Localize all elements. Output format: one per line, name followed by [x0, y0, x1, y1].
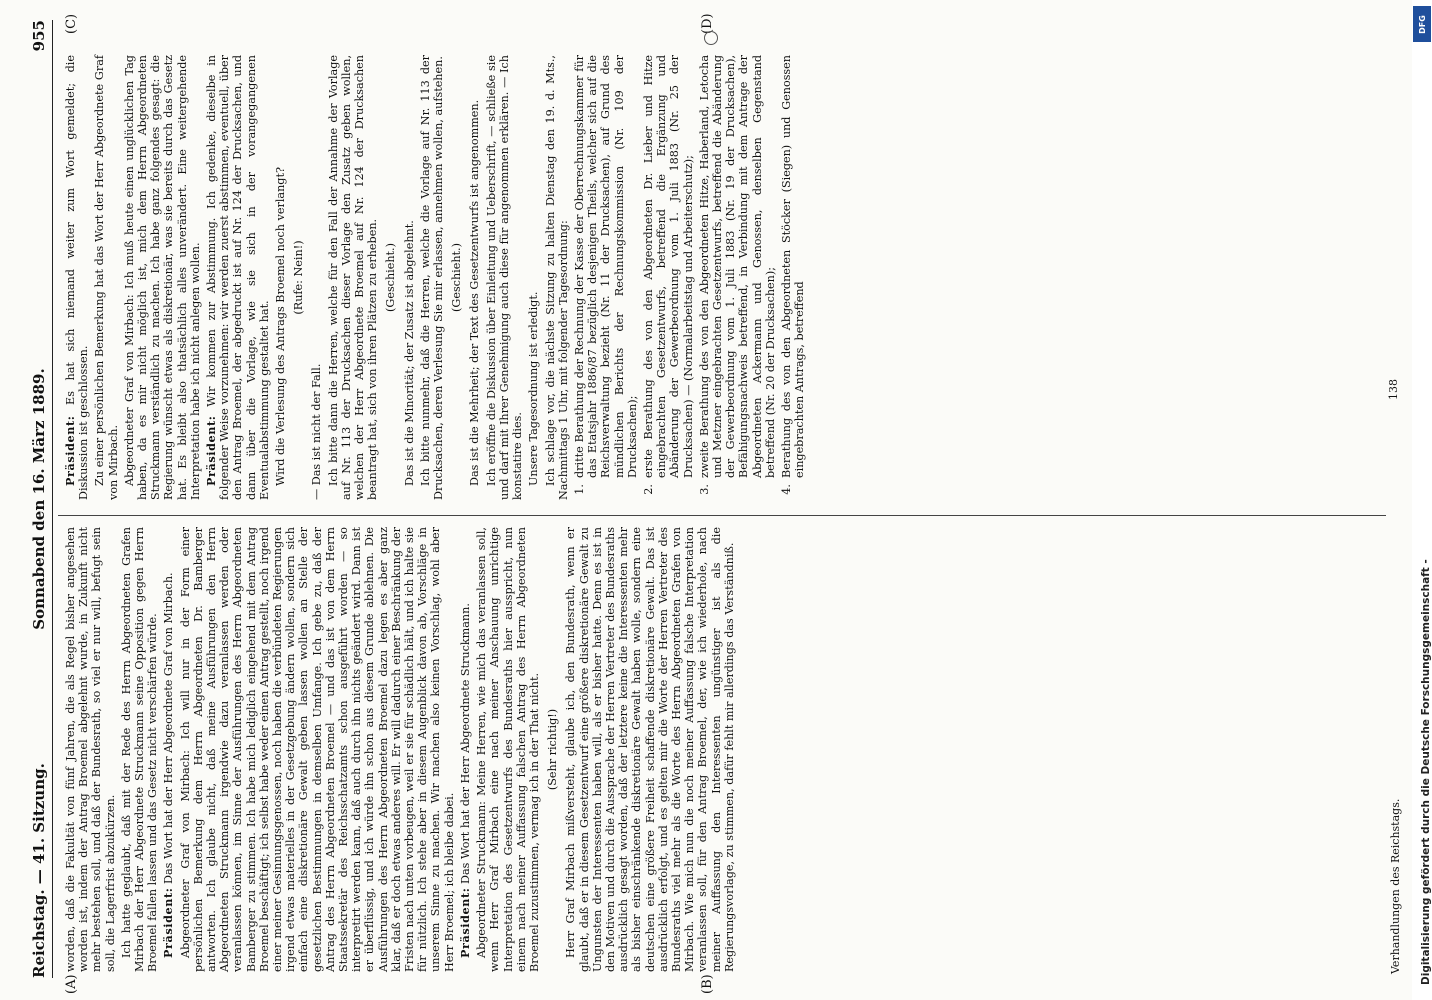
speech-text: Meine Herren, wie mich das veranlassen soll, wenn Herr Graf Mirbach eine nach meiner Anschauung unrichtige Interpretation des Gesetzentwurfs des Bundesraths hier ausspricht, nun einem nach meiner Auffassung falschen Antrag des Herrn Abgeordneten Broemel zuzustimmen, vermag ich in der That nicht.: [475, 527, 541, 972]
speaker-label: Abgeordneter Graf von Mirbach:: [178, 750, 192, 958]
page-number: 955: [30, 20, 48, 52]
paragraph: Ich hatte geglaubt, daß mit der Rede des Herrn Abgeordneten Grafen Mirbach der Herr Abgeordnete Struckmann seine Opposition gegen Herrn Broemel fallen lassen und das Gesetz nicht verschärfen würde.: [119, 527, 160, 972]
margin-marker-b: (B): [700, 974, 715, 994]
paragraph: Wird die Verlesung des Antrags Broemel noch verlangt?: [274, 167, 288, 486]
paragraph: [205, 55, 271, 500]
speaker-label: Präsident:: [161, 887, 176, 958]
reaction: (Geschieht.): [450, 243, 464, 312]
speaker-label: Präsident:: [204, 415, 219, 486]
paragraph: Unsere Tagesordnung ist erledigt.: [527, 291, 541, 486]
page-footer: Verhandlungen des Reichstags.: [1389, 798, 1402, 974]
agenda-item-text: zweite Berathung des von den Abgeordneten Hitze, Haberland, Letocha und Metzner eingebrachten Gesetzentwurfs, betreffend die Abänderung der Gewerbeordnung vom 1. Juli 1883 (Nr. 19 der Drucksachen), Befähigungsnachweis betreffend, in Verbindung mit dem Antrage der Abgeordneten Ackermann und Genossen, denselben Gegenstand betreffend (Nr. 20 der Drucksachen);: [697, 55, 777, 478]
agenda-item: [698, 55, 777, 500]
speech-text: Es hat sich niemand weiter zum Wort gemeldet; die Diskussion ist geschlossen.: [64, 55, 91, 500]
speaker-label: Präsident:: [457, 887, 472, 958]
speech-text: Das Wort hat der Herr Abgeordnete Graf von Mirbach.: [162, 572, 176, 884]
paragraph: Zu einer persönlichen Bemerkung hat das Wort der Herr Abgeordnete Graf von Mirbach.: [93, 55, 120, 500]
header-center: Sonnabend den 16. März 1889.: [30, 368, 48, 630]
paragraph: Ich eröffne die Diskussion über Einleitung und Ueberschrift, — schließe sie und darf mit Ihrer Genehmigung auch diese für angenommen erklären. — Ich konstatire dies.: [484, 55, 525, 500]
agenda-item-text: dritte Berathung der Rechnung der Kasse der Oberrechnungskammer für das Etatsjahr 1886/87 bezüglich desjenigen Theils, welcher sich auf die Reichsverwaltung bezieht (Nr. 11 der Drucksachen), auf Grund des mündlichen Berichts der Rechnungskommission (Nr. 109 der Drucksachen);: [572, 55, 639, 478]
agenda-item: [780, 55, 806, 500]
paragraph: [459, 527, 472, 972]
column-divider: [58, 515, 1386, 516]
speech-text: Ich will nur in der Form einer persönlichen Bemerkung dem Herrn Abgeordneten Dr. Bamberger antworten. Ich glaube nicht, daß meine Ausführungen den Herrn Abgeordneten Struckmann irgendwie dazu veranlassen werden oder veranlassen können, im Sinne der Ausführungen des Herrn Abgeordneten Bamberger zu stimmen. Ich habe mich lediglich eingehend mit dem Antrag Broemel beschäftigt; ich selbst habe weder einen Antrag gestellt, noch irgend einer meiner Gesinnungsgenossen, noch haben die verbündeten Regierungen irgend etwas materielles in der Gesetzgebung ändern wollen, sondern sich einfach eine diskretionäre Gewalt geben lassen wollen an Stelle der gesetzlichen Bestimmungen in demselben Umfange. Ich gebe zu, daß der Antrag des Herrn Abgeordneten Broemel — und das ist von dem Herrn Staatssekretär des Reichsschatzamts schon ausgeführt worden — so interpretirt werden kann, daß auch durch ihn nichts geändert wird. Dann ist er überflüssig, und ich würde ihn schon aus diesem Grunde ablehnen. Die Ausführungen des Herrn Abgeordneten Broemel dazu legen es aber ganz klar, daß er doch etwas anderes will. Er will dadurch einer Beschränkung der Fristen nach unten vorbeugen, weil er sie für schädlich hält, und ich halte sie für nützlich. Ich stehe aber in diesem Augenblick davon ab, Vorschläge in unserem Sinne zu machen. Wir machen also keinen Vorschlag, wohl aber Herr Broemel; ich bleibe dabei.: [178, 527, 456, 972]
header-left: Reichstag. — 41. Sitzung.: [30, 763, 48, 978]
paragraph: [475, 527, 541, 972]
agenda-item-text: Berathung des von den Abgeordneten Stöcker (Siegen) und Genossen eingebrachten Antrags, betreffend: [779, 55, 807, 478]
paragraph: [162, 527, 175, 972]
dfg-funding-note: Digitalisierung gefördert durch die Deutsche Forschungsgemeinschaft -: [1420, 559, 1432, 985]
dfg-badge: DFG: [1417, 14, 1427, 34]
reaction: (Rufe: Nein!): [292, 240, 306, 315]
paragraph: Herr Graf Mirbach mißversteht, glaube ich, den Bundesrath, wenn er glaubt, daß er in diesem Gesetzentwurf eine größere diskretionäre Gewalt zu Ungunsten der Interessenten haben will, als er bisher hatte. Denn es ist in den Motiven und durch die Aussprache der Herren Vertreter des Bundesraths ausdrücklich gesagt worden, daß der letztere keine die Interessenten mehr als bisher einschränkende diskretionäre Gewalt haben wolle, sondern eine deutschen eine größere Freiheit schaffende diskretionäre Gewalt. Das ist ausdrücklich erfolgt, und es gelten mir die Worte der Herren Vertreter des Bundesraths viel mehr als die Worte des Herrn Abgeordneten Grafen von Mirbach. Wie mich nun die noch meiner Auffassung falsche Interpretation veranlassen soll, für den Antrag Broemel, der, wie ich wiederhole, nach meiner Auffassung den Interessenten ungünstiger ist als die Regierungsvorlage, zu stimmen, dafür fehlt mir allerdings das Verständniß.: [564, 527, 736, 972]
paragraph: — Das ist nicht der Fall.: [310, 363, 324, 500]
dfg-logo: [1413, 6, 1431, 42]
reaction: (Sehr richtig!): [546, 708, 560, 791]
agenda-item-number: 3.: [697, 484, 711, 495]
speaker-label: Abgeordneter Graf von Mirbach:: [122, 294, 136, 486]
agenda-item: [573, 55, 639, 500]
speaker-label: Abgeordneter Struckmann:: [475, 801, 489, 958]
margin-marker-d: (D): [700, 13, 715, 34]
agenda-item-number: 2.: [641, 484, 655, 495]
speaker-label: Präsident:: [63, 415, 77, 486]
speech-text: Wir kommen zur Abstimmung. Ich gedenke, dieselbe in folgender Weise vorzunehmen: wir werden zuerst abstimmen, eventuell, über den Antrag Broemel, der abgedruckt ist auf Nr. 124 der Drucksachen, und dann über die Vorlage, wie sie sich in der vorangegangenen Eventualabstimmung gestaltet hat.: [205, 54, 271, 500]
agenda-item-number: 1.: [572, 484, 586, 495]
paragraph: worden, daß die Fakultät von fünf Jahren, die als Regel bisher angesehen worden ist, indem der Antrag Broemel abgelehnt wurde, in Zukunft nicht mehr bestehen soll, und daß der Bundesrath, so viel er nur will, befugt sein soll, die Lagerfrist abzukürzen.: [64, 527, 117, 972]
paragraph: Ich schlage vor, die nächste Sitzung zu halten Dienstag den 19. d. Mts., Nachmittags 1 Uhr, mit folgender Tagesordnung:: [543, 55, 570, 500]
margin-marker-a: (A): [64, 974, 79, 994]
punch-hole-icon: [704, 31, 718, 45]
paragraph: Ich bitte dann die Herren, welche für den Fall der Annahme der Vorlage auf Nr. 113 der Drucksachen dieser Vorlage den Zusatz geben wollen, welchen der Herr Abgeordnete Broemel auf Nr. 124 der Drucksachen beantragt hat, sich von ihren Plätzen zu erheben.: [326, 55, 380, 500]
reaction: (Geschieht.): [384, 243, 398, 312]
paragraph: Ich bitte nunmehr, daß die Herren, welche die Vorlage auf Nr. 113 der Drucksachen, deren Verlesung Sie mir erlassen, annehmen wollen, aufstehen.: [418, 55, 446, 500]
paragraph: [64, 55, 90, 500]
paragraph: [179, 527, 456, 972]
left-column: [64, 527, 739, 972]
paragraph: [123, 55, 202, 500]
speech-text: Das Wort hat der Herr Abgeordnete Struckmann.: [458, 603, 472, 884]
agenda-item: [642, 55, 695, 500]
paragraph: Das ist die Minorität; der Zusatz ist abgelehnt.: [402, 220, 416, 486]
margin-marker-c: (C): [64, 13, 79, 34]
signature-mark: 138: [1387, 379, 1400, 400]
speech-text: Ich muß heute einen unglücklichen Tag haben, da es mir nicht möglich ist, mich dem Herrn Abgeordneten Struckmann verständlich zu machen. Ich habe ganz folgendes gesagt: die Regierung wünscht etwas als diskretionär, was sie bereits durch das Gesetz hat. Es bleibt also thatsächlich alles unverändert. Eine weitergehende Interpretation habe ich nicht anlegen wollen.: [122, 55, 202, 500]
running-header: [18, 20, 53, 978]
paragraph: Das ist die Mehrheit; der Text des Gesetzentwurfs ist angenommen.: [468, 99, 482, 486]
right-column: [64, 55, 809, 500]
agenda-item-text: erste Berathung des von den Abgeordneten Dr. Lieber und Hitze eingebrachten Gesetzentwurfs, betreffend die Ergänzung und Abänderung der Gewerbeordnung vom 1. Juli 1883 (Nr. 25 der Drucksachen) — (Normalarbeitstag und Arbeiterschutz);: [641, 55, 695, 478]
agenda-item-number: 4.: [779, 484, 793, 495]
